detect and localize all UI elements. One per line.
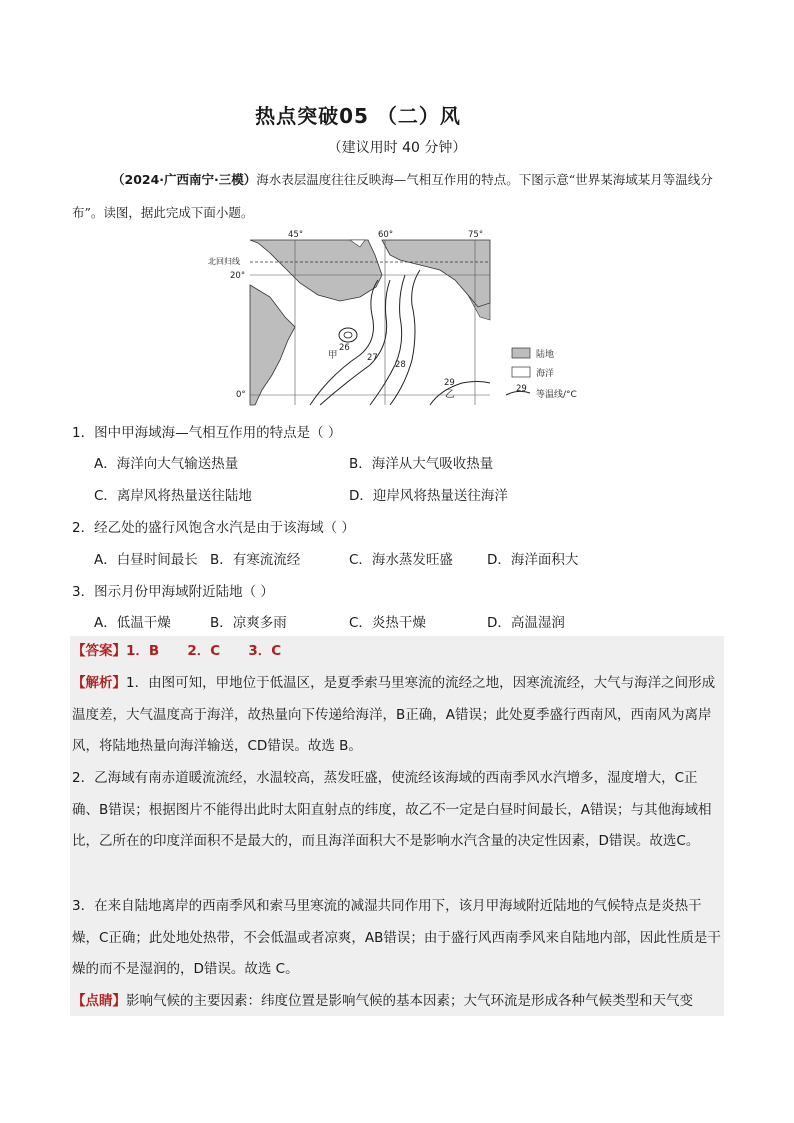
tip-tag: 【点睛】 — [72, 993, 126, 1009]
analysis-2 — [72, 763, 722, 858]
analysis-3 — [72, 891, 722, 986]
lat-label-20: 20° — [230, 271, 246, 281]
q2-option-a[interactable]: A．白昼时间最长 — [94, 552, 198, 568]
isotherm-label-26: 26 — [339, 343, 350, 353]
answer-text: 1．B 2．C 3．C — [126, 643, 282, 659]
tip-text: 影响气候的主要因素：纬度位置是影响气候的基本因素；大气环流是形成各种气候类型和天气变 — [126, 993, 693, 1009]
analysis-tag: 【解析】 — [72, 675, 126, 691]
isotherm-label-29: 29 — [444, 378, 455, 388]
tropic-label: 北回归线 — [208, 257, 240, 266]
q3-option-b[interactable]: B．凉爽多雨 — [210, 615, 287, 631]
lon-label-60: 60° — [378, 230, 394, 240]
lon-label-45: 45° — [288, 230, 304, 240]
question-1-stem: 1．图中甲海域海—气相互作用的特点是（ ） — [72, 425, 342, 441]
question-source: （2024·广西南宁·三模） — [112, 172, 257, 187]
question-intro — [72, 163, 724, 229]
intro-text: 海水表层温度往往反映海—气相互作用的特点。下图示意“世界某海域某月等温线分布”。读图，据此完成下面小题。 — [72, 172, 713, 220]
q3-option-d[interactable]: D．高温湿润 — [487, 615, 565, 631]
isotherm-map — [200, 225, 600, 410]
lon-label-75: 75° — [468, 230, 484, 240]
legend-ocean-swatch — [512, 367, 530, 377]
legend-isotherm-value: 29 — [516, 384, 527, 394]
tip-line — [72, 986, 722, 1018]
q1-option-d[interactable]: D．迎岸风将热量送往海洋 — [349, 488, 508, 504]
question-3-stem: 3．图示月份甲海域附近陆地（ ） — [72, 584, 274, 600]
isotherm-label-27: 27 — [367, 353, 378, 363]
q2-option-c[interactable]: C．海水蒸发旺盛 — [349, 552, 453, 568]
q3-option-c[interactable]: C．炎热干燥 — [349, 615, 426, 631]
q1-option-b[interactable]: B．海洋从大气吸收热量 — [349, 456, 494, 472]
answer-line — [72, 636, 722, 668]
question-2-stem: 2．经乙处的盛行风饱含水汽是由于该海域（ ） — [72, 520, 355, 536]
q3-option-a[interactable]: A．低温干燥 — [94, 615, 171, 631]
legend-isotherm-label: 等温线/°C — [536, 390, 577, 400]
q1-option-a[interactable]: A．海洋向大气输送热量 — [94, 456, 239, 472]
place-label-jia: 甲 — [328, 350, 338, 361]
analysis-1 — [72, 668, 722, 763]
page-title: 热点突破05 （二）风 — [255, 104, 461, 128]
analysis-1-text: 1．由图可知，甲地位于低温区，是夏季索马里寒流的流经之地，因寒流流经，大气与海洋之间形成温度差，大气温度高于海洋，故热量向下传递给海洋，B正确，A错误；此处夏季盛行西南风，西南风为离岸风，将陆地热量向海洋输送，CD错误。故选 B。 — [72, 675, 716, 754]
isotherm-label-28: 28 — [395, 360, 406, 370]
place-label-yi: 乙 — [445, 389, 455, 400]
q1-option-c[interactable]: C．离岸风将热量送往陆地 — [94, 488, 252, 504]
q2-option-b[interactable]: B．有寒流流经 — [210, 552, 301, 568]
q2-option-d[interactable]: D．海洋面积大 — [487, 552, 579, 568]
lat-label-0: 0° — [236, 390, 246, 400]
legend-land-swatch — [512, 348, 530, 358]
answer-tag: 【答案】 — [72, 643, 126, 659]
legend-land-label: 陆地 — [536, 350, 555, 360]
legend-ocean-label: 海洋 — [536, 369, 555, 379]
analysis-3-text: 3．在来自陆地离岸的西南季风和索马里寒流的减湿共同作用下，该月甲海域附近陆地的气候特点是炎热干燥，C正确；此处地处热带，不会低温或者凉爽，AB错误；由于盛行风西南季风来自陆地内部，因此性质是干燥的而不是湿润的，D错误。故选 C。 — [72, 898, 721, 977]
time-hint: （建议用时 40 分钟） — [327, 140, 467, 156]
analysis-2-text: 2．乙海域有南赤道暖流流经，水温较高，蒸发旺盛，使流经该海域的西南季风水汽增多，湿度增大，C正确、B错误；根据图片不能得出此时太阳直射点的纬度，故乙不一定是白昼时间最长，A错误；与其他海域相比，乙所在的印度洋面积不是最大的，而且海洋面积大不是影响水汽含量的决定性因素，D错误。故选C。 — [72, 770, 712, 849]
